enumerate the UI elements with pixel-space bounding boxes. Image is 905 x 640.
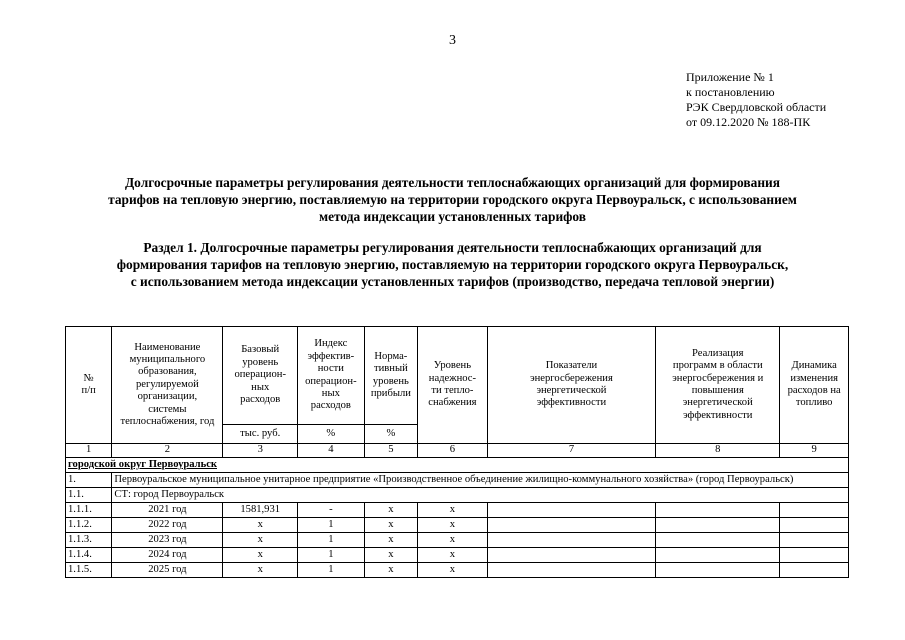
appendix-note	[686, 70, 826, 130]
header-line: операцион-	[305, 375, 357, 387]
column-number: 1	[66, 444, 112, 458]
header-line: ти тепло-	[431, 385, 474, 396]
year-cell: 2021 год	[112, 503, 223, 518]
column-number: 8	[656, 444, 780, 458]
programs-cell	[656, 548, 780, 563]
section-line: формирования тарифов на тепловую энергию, поставляемую на территории городского округа Первоуральск,	[116, 256, 789, 272]
document-title	[40, 175, 865, 225]
header-line: Динамика	[791, 360, 837, 372]
header-line: регулируемой	[135, 378, 199, 390]
base-level-cell: 1581,931	[223, 503, 298, 518]
profit-cell: х	[364, 563, 417, 578]
appendix-line: Приложение № 1	[686, 70, 774, 84]
profit-cell: х	[364, 518, 417, 533]
row-number: 1.1.4.	[66, 548, 112, 563]
header-programs	[656, 327, 780, 444]
index-cell: 1	[298, 563, 365, 578]
appendix-line: к постановлению	[686, 85, 775, 99]
reliability-cell: х	[418, 503, 488, 518]
header-line: тивный	[373, 363, 408, 375]
section-line: Раздел 1. Долгосрочные параметры регулирования деятельности теплоснабжающих организаций для	[143, 240, 762, 255]
row-number: 1.1.	[66, 488, 112, 503]
section-title	[40, 240, 865, 290]
header-profit-level	[364, 327, 417, 425]
fuel-dynamics-cell	[780, 533, 849, 548]
column-number: 2	[112, 444, 223, 458]
title-line: Долгосрочные параметры регулирования деятельности теплоснабжающих организаций для формирования	[124, 175, 781, 190]
header-line: энергетической	[682, 397, 753, 409]
header-line: надежнос-	[428, 372, 477, 384]
header-line: Норма-	[374, 350, 408, 362]
base-level-cell: х	[223, 533, 298, 548]
fuel-dynamics-cell	[780, 503, 849, 518]
header-line: системы	[148, 403, 187, 415]
header-line: Индекс	[314, 338, 348, 350]
row-number: 1.1.2.	[66, 518, 112, 533]
header-line: организации,	[137, 391, 198, 403]
row-number: 1.1.3.	[66, 533, 112, 548]
reliability-cell: х	[418, 548, 488, 563]
header-efficiency-index	[298, 327, 365, 425]
profit-cell: х	[364, 533, 417, 548]
header-line: расходов на	[787, 385, 841, 396]
appendix-line: от 09.12.2020 № 188-ПК	[686, 115, 811, 129]
index-cell: 1	[298, 548, 365, 563]
header-line: повышения	[691, 385, 744, 396]
energy-saving-cell	[487, 563, 656, 578]
table-row	[66, 518, 849, 533]
header-line: Реализация	[692, 347, 744, 359]
header-line: теплоснабжения, год	[120, 416, 215, 428]
energy-saving-cell	[487, 518, 656, 533]
programs-cell	[656, 563, 780, 578]
header-fuel-dynamics	[780, 327, 849, 444]
header-line: уровень	[372, 375, 409, 387]
header-line: изменения	[790, 372, 839, 384]
header-line: ности	[317, 363, 344, 375]
header-line: прибыли	[370, 387, 411, 399]
base-level-cell: х	[223, 518, 298, 533]
energy-saving-cell	[487, 533, 656, 548]
year-cell: 2023 год	[112, 533, 223, 548]
header-line: уровень	[242, 356, 279, 368]
energy-saving-cell	[487, 548, 656, 563]
year-cell: 2024 год	[112, 548, 223, 563]
column-number: 7	[487, 444, 656, 458]
unit-percent: %	[298, 425, 365, 444]
base-level-cell: х	[223, 563, 298, 578]
header-energy-saving	[487, 327, 656, 444]
header-base-level	[223, 327, 298, 425]
header-line: Наименование	[134, 341, 201, 353]
fuel-dynamics-cell	[780, 518, 849, 533]
header-line: ных	[251, 381, 270, 393]
column-number: 6	[418, 444, 488, 458]
header-line: образования,	[138, 366, 197, 378]
column-number: 3	[223, 444, 298, 458]
header-line: энергосбережения и	[672, 372, 764, 384]
profit-cell: х	[364, 503, 417, 518]
appendix-line: РЭК Свердловской области	[686, 100, 827, 114]
table-row	[66, 563, 849, 578]
header-line: программ в области	[672, 360, 763, 372]
header-line: расходов	[310, 400, 351, 412]
index-cell: -	[298, 503, 365, 518]
group-row: городской округ Первоуральск	[66, 458, 849, 473]
row-number: 1.1.5.	[66, 563, 112, 578]
page-number: 3	[449, 33, 456, 48]
row-number: 1.	[66, 473, 112, 488]
column-number: 5	[364, 444, 417, 458]
section-line: с использованием метода индексации установленных тарифов (производство, передача тепловой энергии)	[130, 273, 775, 289]
reliability-cell: х	[418, 533, 488, 548]
fuel-dynamics-cell	[780, 563, 849, 578]
index-cell: 1	[298, 518, 365, 533]
fuel-dynamics-cell	[780, 548, 849, 563]
header-line: эффективности	[536, 397, 607, 409]
table-row	[66, 533, 849, 548]
header-number	[66, 327, 112, 444]
programs-cell	[656, 518, 780, 533]
profit-cell: х	[364, 548, 417, 563]
energy-saving-cell	[487, 503, 656, 518]
programs-cell	[656, 533, 780, 548]
parameters-table	[65, 326, 849, 578]
column-number: 9	[780, 444, 849, 458]
header-line: эффективности	[683, 409, 753, 421]
header-line: муниципального	[129, 353, 206, 365]
header-name	[112, 327, 223, 444]
unit-thousand-rub: тыс. руб.	[223, 425, 298, 444]
system-name: СТ: город Первоуральск	[112, 488, 849, 503]
header-line: Уровень	[433, 360, 472, 372]
row-number: 1.1.1.	[66, 503, 112, 518]
title-line: тарифов на тепловую энергию, поставляемую на территории городского округа Первоуральск, с использованием	[108, 191, 797, 207]
header-line: снабжения	[428, 397, 477, 409]
header-line: операцион-	[234, 369, 286, 381]
title-line: метода индексации установленных тарифов	[318, 208, 587, 224]
table-row	[66, 503, 849, 518]
base-level-cell: х	[223, 548, 298, 563]
header-line: п/п	[81, 385, 96, 396]
reliability-cell: х	[418, 518, 488, 533]
header-line: №	[83, 372, 94, 384]
year-cell: 2025 год	[112, 563, 223, 578]
header-line: Показатели	[545, 360, 598, 372]
table-row	[66, 548, 849, 563]
reliability-cell: х	[418, 563, 488, 578]
header-line: Базовый	[241, 344, 280, 356]
index-cell: 1	[298, 533, 365, 548]
column-number: 4	[298, 444, 365, 458]
unit-percent: %	[364, 425, 417, 444]
organization-name: Первоуральское муниципальное унитарное предприятие «Производственное объединение жилищно-коммунального хозяйства» (город Первоуральск)	[112, 473, 849, 488]
header-line: ных	[321, 387, 340, 399]
header-line: энергетической	[536, 385, 607, 396]
header-reliability	[418, 327, 488, 444]
programs-cell	[656, 503, 780, 518]
header-line: расходов	[240, 394, 281, 406]
header-line: топливо	[795, 397, 833, 409]
header-line: эффектив-	[307, 350, 355, 362]
year-cell: 2022 год	[112, 518, 223, 533]
header-line: энергосбережения	[530, 372, 613, 384]
